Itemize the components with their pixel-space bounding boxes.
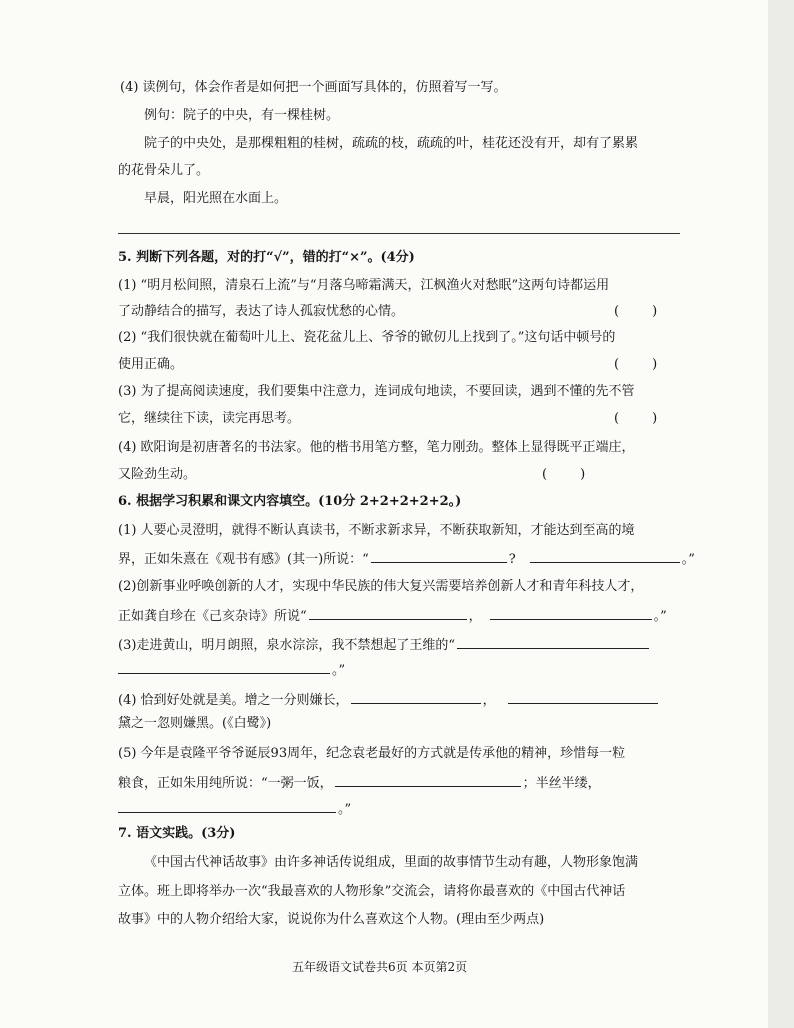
q7-title: 7. 语文实践。(3分) [118,826,236,841]
q6-item5-end: 。” [338,802,352,817]
q7-body-line1: 《中国古代神话故事》由许多神话传说组成，里面的故事情节生动有趣，人物形象饱满 [144,855,639,870]
q6-item4-lead: (4) 恰到好处就是美。增之一分则嫌长， [118,693,349,708]
q6-item5-blank2[interactable] [118,798,336,813]
q6-item2-comma: ， [468,609,482,624]
q7-body-line2: 立体。班上即将举办一次“我最喜欢的人物形象”交流会，请将你最喜欢的《中国古代神话 [118,884,626,899]
q6-item5-lead: 粮食，正如朱用纯所说：“一粥一饭， [118,776,333,791]
q4-prompt: (4) 读例句，体会作者是如何把一个画面写具体的，仿照着写一写。 [120,80,507,95]
q6-item2-blank1[interactable] [309,605,467,620]
q6-item1-blank2[interactable] [530,548,680,563]
q5-item1-line2: 了动静结合的描写，表达了诗人孤寂忧愁的心情。 [118,304,405,319]
q5-item2-answer[interactable]: ( ) [614,357,658,372]
q5-item4-line1: (4) 欧阳询是初唐著名的书法家。他的楷书用笔方整，笔力刚劲。整体上显得既平正端庄， [118,440,635,455]
q6-item5-blank1[interactable] [335,772,521,787]
q6-item2-end: 。” [653,609,667,624]
q5-item3-answer[interactable]: ( ) [614,411,658,426]
q5-item1-answer[interactable]: ( ) [614,304,658,319]
q6-item1-qmark: ? [508,552,516,567]
q6-item2-lead: 正如龚自珍在《己亥杂诗》所说“ [118,609,307,624]
q6-item3-line2 [118,659,345,681]
q6-item1-end: 。” [681,552,695,567]
q4-example-line1: 院子的中央处，是那棵粗粗的桂树，疏疏的枝，疏疏的叶，桂花还没有开，却有了累累 [144,136,639,151]
q6-item5-line1: (5) 今年是袁隆平爷爷诞辰93周年，纪念袁老最好的方式就是传承他的精神，珍惜每一粒 [118,746,626,761]
q6-item1-lead: 界，正如朱熹在《观书有感》(其一)所说：“ [118,552,369,567]
q5-item4-line2: 又险劲生动。 [118,467,197,482]
q5-item4-answer[interactable]: ( ) [542,467,586,482]
q6-item3-line1 [118,634,651,656]
q6-item4-blank1[interactable] [351,689,481,704]
q6-item1-line2 [118,548,695,570]
q5-item2-line2: 使用正确。 [118,357,184,372]
q6-item2-blank2[interactable] [490,605,652,620]
q6-title: 6. 根据学习积累和课文内容填空。(10分 2+2+2+2+2。) [118,494,462,509]
q6-item3-blank1[interactable] [457,634,649,649]
q4-task: 早晨，阳光照在水面上。 [144,191,288,206]
q6-item2-line2 [118,605,667,627]
q6-item4-line2: 黛之一忽则嫌黑。(《白鹭》) [118,716,272,731]
q5-title: 5. 判断下列各题，对的打“√”，错的打“×”。(4分) [118,250,415,265]
q4-example-label: 例句：院子的中央，有一棵桂树。 [144,108,340,123]
q6-item5-line3 [118,798,351,820]
q6-item3-end: 。” [332,663,346,678]
q6-item5-line2 [118,772,601,794]
q6-item3-lead: (3)走进黄山，明月朗照，泉水淙淙，我不禁想起了王维的“ [118,638,456,653]
q6-item1-line1: (1) 人要心灵澄明，就得不断认真读书，不断求新求异，不断获取新知，才能达到至高的境 [118,523,635,538]
q6-item1-blank1[interactable] [371,548,507,563]
q5-item1-line1: (1) “明月松间照，清泉石上流”与“月落乌啼霜满天，江枫渔火对愁眠”这两句诗都运用 [118,278,610,293]
scan-shadow-right [768,0,794,1028]
q7-body-line3: 故事》中的人物介绍给大家，说说你为什么喜欢这个人物。(理由至少两点) [118,912,545,927]
q5-item3-line1: (3) 为了提高阅读速度，我们要集中注意力，连词成句地读，不要回读，遇到不懂的先不管 [118,384,635,399]
q6-item4-comma: ， [482,693,496,708]
q6-item2-line1: (2)创新事业呼唤创新的人才，实现中华民族的伟大复兴需要培养创新人才和青年科技人才， [118,579,644,594]
q6-item5-mid: ；半丝半缕， [522,776,601,791]
q4-answer-line[interactable] [118,233,680,234]
q6-item4-line1 [118,689,660,711]
q4-example-line2: 的花骨朵儿了。 [118,163,210,178]
q6-item4-blank2[interactable] [508,689,658,704]
q6-item3-blank2[interactable] [118,659,330,674]
q5-item3-line2: 它，继续往下读，读完再思考。 [118,411,301,426]
q5-item2-line1: (2) “我们很快就在葡萄叶儿上、瓷花盆儿上、爷爷的锨仞儿上找到了。”这句话中顿号的 [118,330,616,345]
page-footer: 五年级语文试卷共6页 本页第2页 [292,960,468,974]
